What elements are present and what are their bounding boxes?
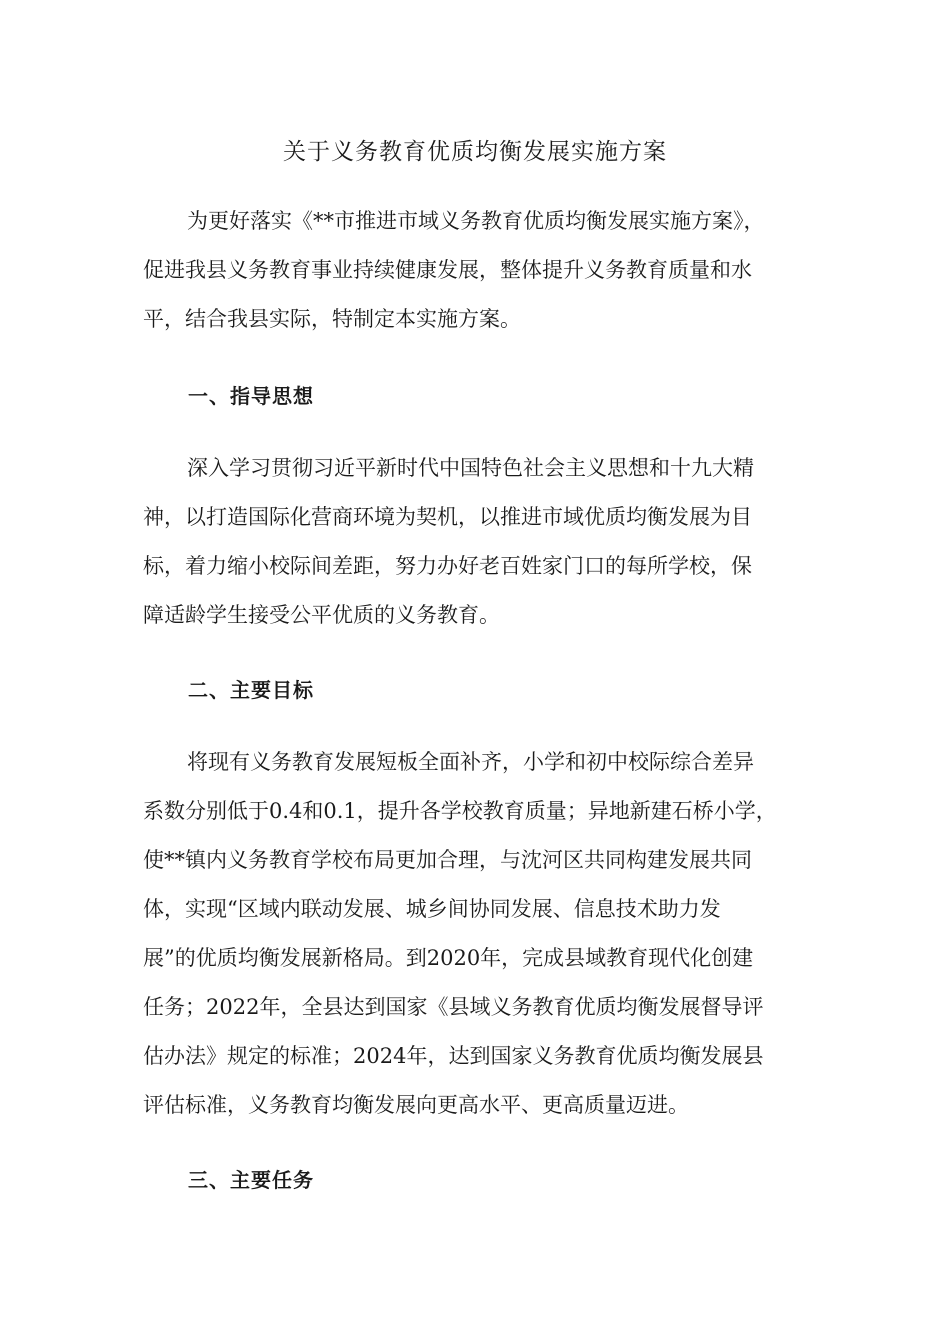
paragraph-line: 神，以打造国际化营商环境为契机，以推进市域优质均衡发展为目 xyxy=(143,505,752,529)
section-heading-guiding-ideology: 一、指导思想 xyxy=(188,384,314,408)
main-goals-paragraph xyxy=(143,738,833,1130)
section-heading-main-goals: 二、主要目标 xyxy=(188,678,314,702)
paragraph-line: 障适龄学生接受公平优质的义务教育。 xyxy=(143,603,500,627)
paragraph-line: 展”的优质均衡发展新格局。到2020年，完成县域教育现代化创建 xyxy=(143,946,754,970)
paragraph-line: 体，实现“区域内联动发展、城乡间协同发展、信息技术助力发 xyxy=(143,897,721,921)
paragraph-line: 评估标准，义务教育均衡发展向更高水平、更高质量迈进。 xyxy=(143,1093,689,1117)
paragraph-line: 估办法》规定的标准；2024年，达到国家义务教育优质均衡发展县 xyxy=(143,1044,764,1068)
paragraph-line: 为更好落实《**市推进市域义务教育优质均衡发展实施方案》， xyxy=(187,209,765,233)
document-title: 关于义务教育优质均衡发展实施方案 xyxy=(283,139,667,165)
paragraph-line: 平，结合我县实际，特制定本实施方案。 xyxy=(143,307,521,331)
paragraph-line: 将现有义务教育发展短板全面补齐，小学和初中校际综合差异 xyxy=(187,750,754,774)
paragraph-line: 促进我县义务教育事业持续健康发展，整体提升义务教育质量和水 xyxy=(143,258,752,282)
paragraph-line: 任务；2022年，全县达到国家《县域义务教育优质均衡发展督导评 xyxy=(143,995,764,1019)
paragraph-line: 系数分别低于0.4和0.1，提升各学校教育质量；异地新建石桥小学， xyxy=(143,799,777,823)
section-heading-main-tasks: 三、主要任务 xyxy=(188,1168,314,1192)
paragraph-line: 标，着力缩小校际间差距，努力办好老百姓家门口的每所学校，保 xyxy=(143,554,752,578)
guiding-ideology-paragraph xyxy=(143,444,833,640)
intro-paragraph xyxy=(143,197,833,344)
paragraph-line: 深入学习贯彻习近平新时代中国特色社会主义思想和十九大精 xyxy=(187,456,754,480)
paragraph-line: 使**镇内义务教育学校布局更加合理，与沈河区共同构建发展共同 xyxy=(143,848,752,872)
